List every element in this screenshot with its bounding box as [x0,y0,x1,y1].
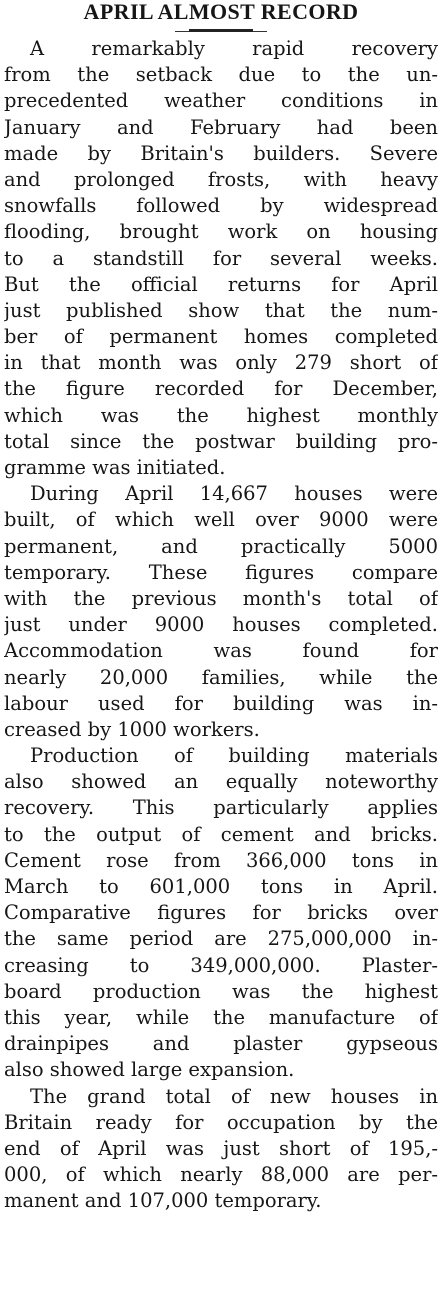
text-line: Production of building materials [30,744,438,768]
text-line: from the setback due to the un- [4,63,438,87]
text-line: the same period are 275,000,000 in- [4,927,438,951]
text-line: with the previous month's total of [4,586,438,610]
text-line: to the output of cement and bricks. [4,822,438,846]
text-line: board production was the highest [4,979,438,1003]
text-line: flooding, brought work on housing [4,220,438,244]
text-line: 000, of which nearly 88,000 are per- [4,1163,438,1187]
text-line: recovery. This particularly applies [4,796,438,820]
text-line: During April 14,667 houses were [30,482,438,506]
text-line: Britain ready for occupation by the [4,1110,438,1134]
text-line: drainpipes and plaster gypseous [4,1032,438,1056]
text-line: March to 601,000 tons in April. [4,875,438,898]
text-line: gramme was initiated. [4,456,226,479]
headline: APRIL ALMOST RECORD [83,0,359,24]
text-line: in that month was only 279 short of [4,351,438,375]
text-line: temporary. These figures compare [4,560,438,584]
text-line: ber of permanent homes completed [4,325,438,349]
text-line: also showed an equally noteworthy [4,770,438,794]
article-body [4,36,438,1214]
text-line: Accommodation was found for [4,639,438,663]
text-line: creased by 1000 workers. [4,717,260,741]
text-line: just published show that the num- [4,298,438,322]
text-line: end of April was just short of 195,- [4,1136,438,1160]
text-line: precedented weather conditions in [4,89,438,113]
text-line: Comparative figures for bricks over [4,901,438,925]
text-line: snowfalls followed by widespread [4,194,438,218]
text-line: Cement rose from 366,000 tons in [4,848,438,872]
text-line: made by Britain's builders. Severe [4,141,438,165]
text-line: manent and 107,000 temporary. [4,1189,322,1213]
text-line: which was the highest monthly [4,403,438,427]
headline-rule [189,29,253,32]
text-line: also showed large expansion. [4,1058,295,1082]
text-line: creasing to 349,000,000. Plaster- [4,953,438,977]
text-line: A remarkably rapid recovery [30,37,438,60]
text-line: The grand total of new houses in [30,1084,438,1108]
text-line: nearly 20,000 families, while the [4,665,438,689]
paragraph [4,36,438,481]
paragraph [4,743,438,1083]
text-line: But the official returns for April [4,272,438,296]
text-line: labour used for building was in- [4,691,438,715]
text-line: to a standstill for several weeks. [4,246,438,270]
text-line: January and February had been [4,115,438,139]
text-line: just under 9000 houses completed. [4,613,438,637]
text-line: permanent, and practically 5000 [4,534,438,558]
text-line: and prolonged frosts, with heavy [4,167,438,191]
paragraph [4,481,438,743]
text-line: built, of which well over 9000 were [4,508,438,532]
text-line: total since the postwar building pro- [4,429,438,453]
text-line: this year, while the manufacture of [4,1005,438,1029]
paragraph [4,1084,438,1215]
text-line: the figure recorded for December, [4,377,438,401]
